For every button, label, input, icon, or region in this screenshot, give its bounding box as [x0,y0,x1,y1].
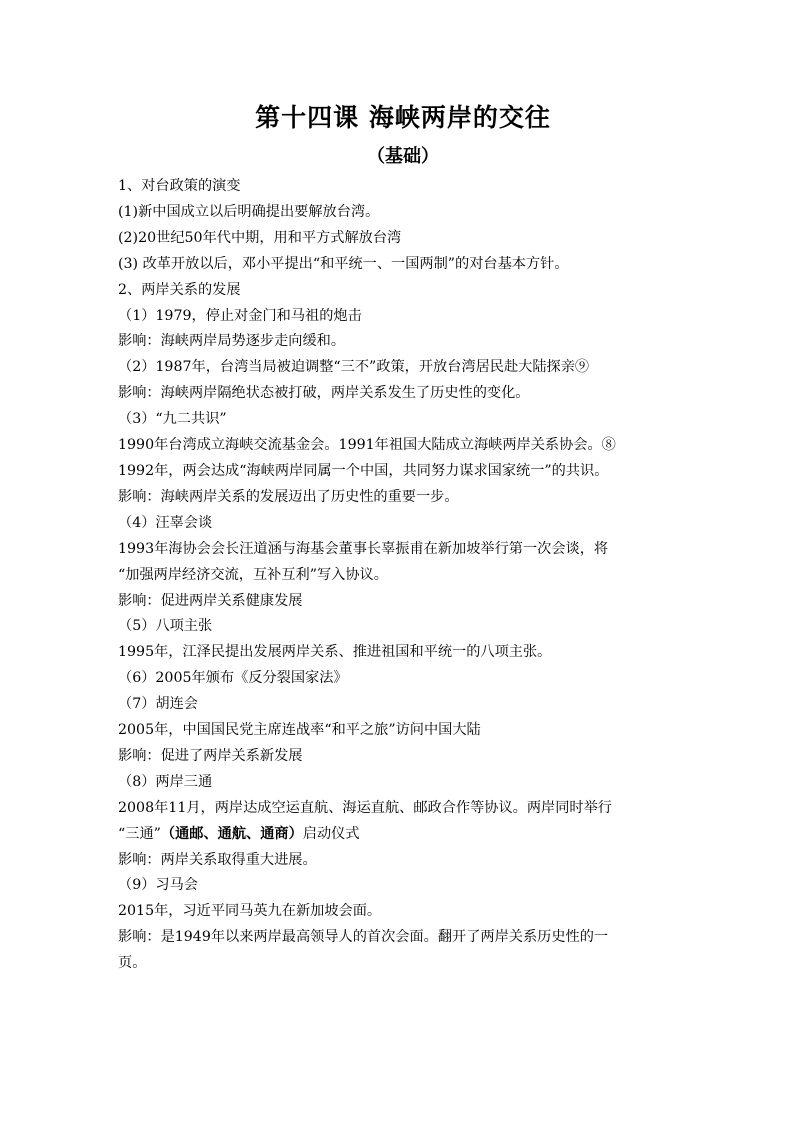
santong-bold: （通邮、通航、通商） [160,825,303,842]
text-line: 影响：促进两岸关系健康发展 [118,592,303,609]
text-line: 影响：海峡两岸局势逐步走向缓和。 [118,333,346,350]
subsection-heading: （6）2005年颁布《反分裂国家法》 [118,670,348,687]
santong-pre: “三通” [118,825,161,842]
section-heading: 1、对台政策的演变 [118,178,241,194]
subsection-heading: （3）“九二共识” [118,411,227,428]
subsection-heading: （8）两岸三通 [118,773,213,790]
santong-post: 启动仪式 [302,825,360,842]
subsection-heading: （2）1987年，台湾当局被迫调整“三不”政策，开放台湾居民赴大陆探亲⑨ [118,359,590,376]
text-line: 页。 [118,955,147,972]
text-line: (3) 改革开放以后，邓小平提出“和平统一、一国两制”的对台基本方针。 [118,255,569,272]
text-line: 影响：海峡两岸隔绝状态被打破，两岸关系发生了历史性的变化。 [118,385,530,402]
subsection-heading: （4）汪辜会谈 [118,514,213,531]
text-line: 2015年，习近平同马英九在新加坡会面。 [118,903,382,920]
text-line: (2)20世纪50年代中期，用和平方式解放台湾 [118,229,402,246]
text-line: 影响：海峡两岸关系的发展迈出了历史性的重要一步。 [118,488,459,505]
content-body [118,174,688,977]
text-line: 1993年海协会会长汪道涵与海基会董事长辜振甫在新加坡举行第一次会谈，将 [118,540,609,557]
subsection-heading: （1）1979，停止对金门和马祖的炮击 [118,307,362,324]
text-line: 1992年，两会达成“海峡两岸同属一个中国，共同努力谋求国家统一”的共识。 [118,462,609,479]
document-page [118,98,688,977]
subsection-heading: （9）习马会 [118,877,198,894]
text-line: “加强两岸经济交流，互补互利”写入协议。 [118,566,388,583]
document-subtitle: （基础） [367,146,439,167]
text-line: 1995年，江泽民提出发展两岸关系、推进祖国和平统一的八项主张。 [118,644,552,661]
text-line: 2005年，中国国民党主席连战率“和平之旅”访问中国大陆 [118,722,481,739]
text-line: 影响：促进了两岸关系新发展 [118,747,303,764]
subsection-heading: （7）胡连会 [118,696,198,713]
section-heading: 2、两岸关系的发展 [118,281,241,298]
text-line: 1990年台湾成立海峡交流基金会。1991年祖国大陆成立海峡两岸关系协会。⑧ [118,437,616,454]
text-line: 影响：是1949年以来两岸最高领导人的首次会面。翻开了两岸关系历史性的一 [118,929,609,946]
text-line: 2008年11月，两岸达成空运直航、海运直航、邮政合作等协议。两岸同时举行 [118,799,612,816]
subsection-heading: （5）八项主张 [118,618,213,635]
document-title: 第十四课 海峡两岸的交往 [255,103,551,132]
text-line: (1)新中国成立以后明确提出要解放台湾。 [118,203,380,220]
text-line-santong [118,822,688,848]
text-line: 影响：两岸关系取得重大进展。 [118,851,317,868]
